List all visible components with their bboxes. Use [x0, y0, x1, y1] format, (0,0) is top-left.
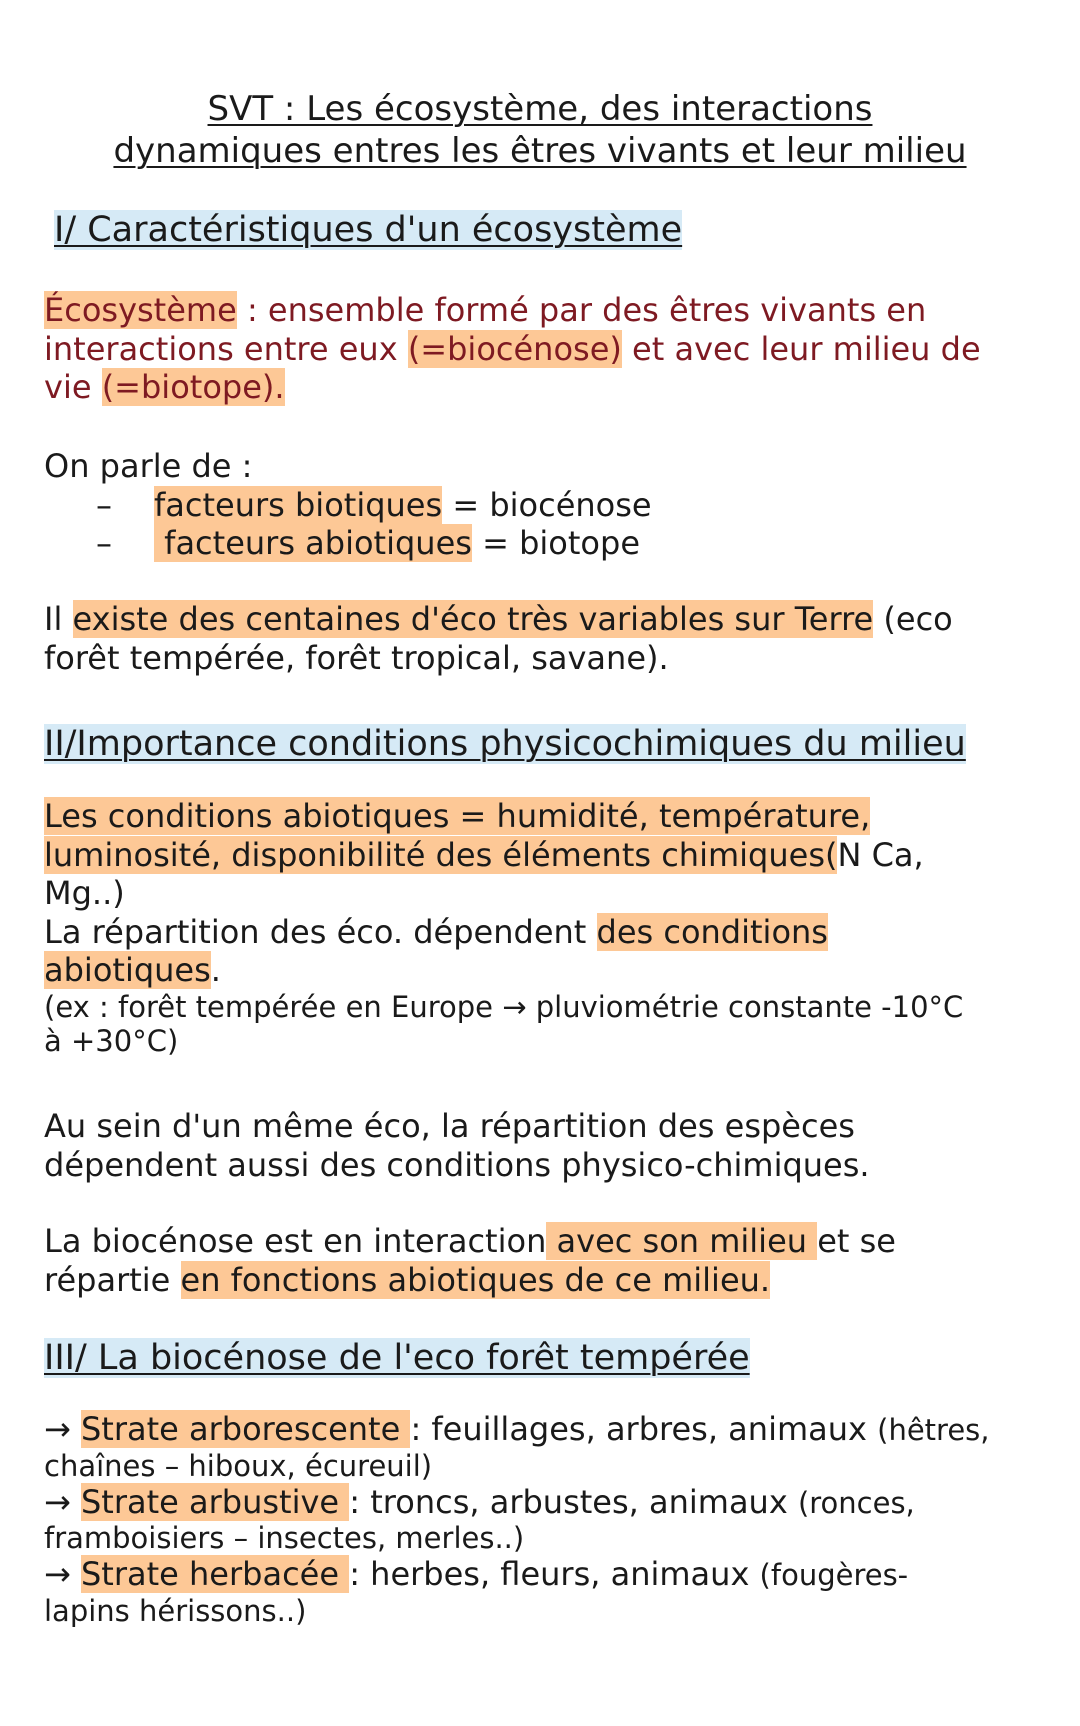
term-biocenose: (=biocénose): [407, 329, 622, 368]
list-item: – facteurs abiotiques = biotope: [96, 524, 640, 562]
page-title: [0, 88, 1080, 172]
title-line-2: dynamiques entres les êtres vivants et leur milieu: [113, 131, 967, 171]
strates-list: [44, 1410, 1044, 1628]
list-item: → Strate herbacée : herbes, fleurs, animaux (fougères- lapins hérissons..): [44, 1555, 909, 1628]
example-line-1: (ex : forêt tempérée en Europe → pluviométrie constante -10°C: [44, 989, 964, 1024]
factors-list: [44, 447, 1044, 563]
term-biotope: (=biotope).: [101, 368, 285, 406]
on-parle-de: On parle de :: [44, 447, 253, 485]
biocenose-interaction: La biocénose est en interaction avec son milieu et se répartie en fonctions abiotiques de ce milieu.: [44, 1222, 896, 1299]
list-item: → Strate arbustive : troncs, arbustes, animaux (ronces, framboisiers – insectes, merles..): [44, 1482, 915, 1555]
example-line-2: à +30°C): [44, 1023, 179, 1058]
title-line-1: SVT : Les écosystème, des interactions: [207, 89, 873, 129]
section-1-heading: I/ Caractéristiques d'un écosystème: [54, 210, 683, 250]
ecosystems-variety: Il existe des centaines d'éco très variables sur Terre (eco forêt tempérée, forêt tropical, savane).: [44, 600, 953, 677]
abiotic-conditions: Les conditions abiotiques = humidité, température, luminosité, disponibilité des éléments chimiques(N Ca, Mg..) La répartition des éco. dépendent des conditions abiotiques. (ex : forêt tempérée en Europe → pluviométrie constante -10°C à +30°C): [44, 797, 1044, 1058]
section-3-heading: III/ La biocénose de l'eco forêt tempérée: [44, 1338, 750, 1378]
list-item: – facteurs biotiques = biocénose: [96, 485, 652, 524]
species-distribution: Au sein d'un même éco, la répartition des espèces dépendent aussi des conditions physico-chimiques.: [44, 1107, 870, 1184]
term-ecosysteme: Écosystème: [44, 291, 237, 329]
section-2-heading: II/Importance conditions physicochimiques du milieu: [44, 724, 966, 764]
list-item: → Strate arborescente : feuillages, arbres, animaux (hêtres, chaînes – hiboux, écureuil): [44, 1410, 990, 1483]
ecosystem-definition: Écosystème : ensemble formé par des êtres vivants en interactions entre eux (=biocénose) et avec leur milieu de vie (=biotope).: [44, 291, 981, 406]
